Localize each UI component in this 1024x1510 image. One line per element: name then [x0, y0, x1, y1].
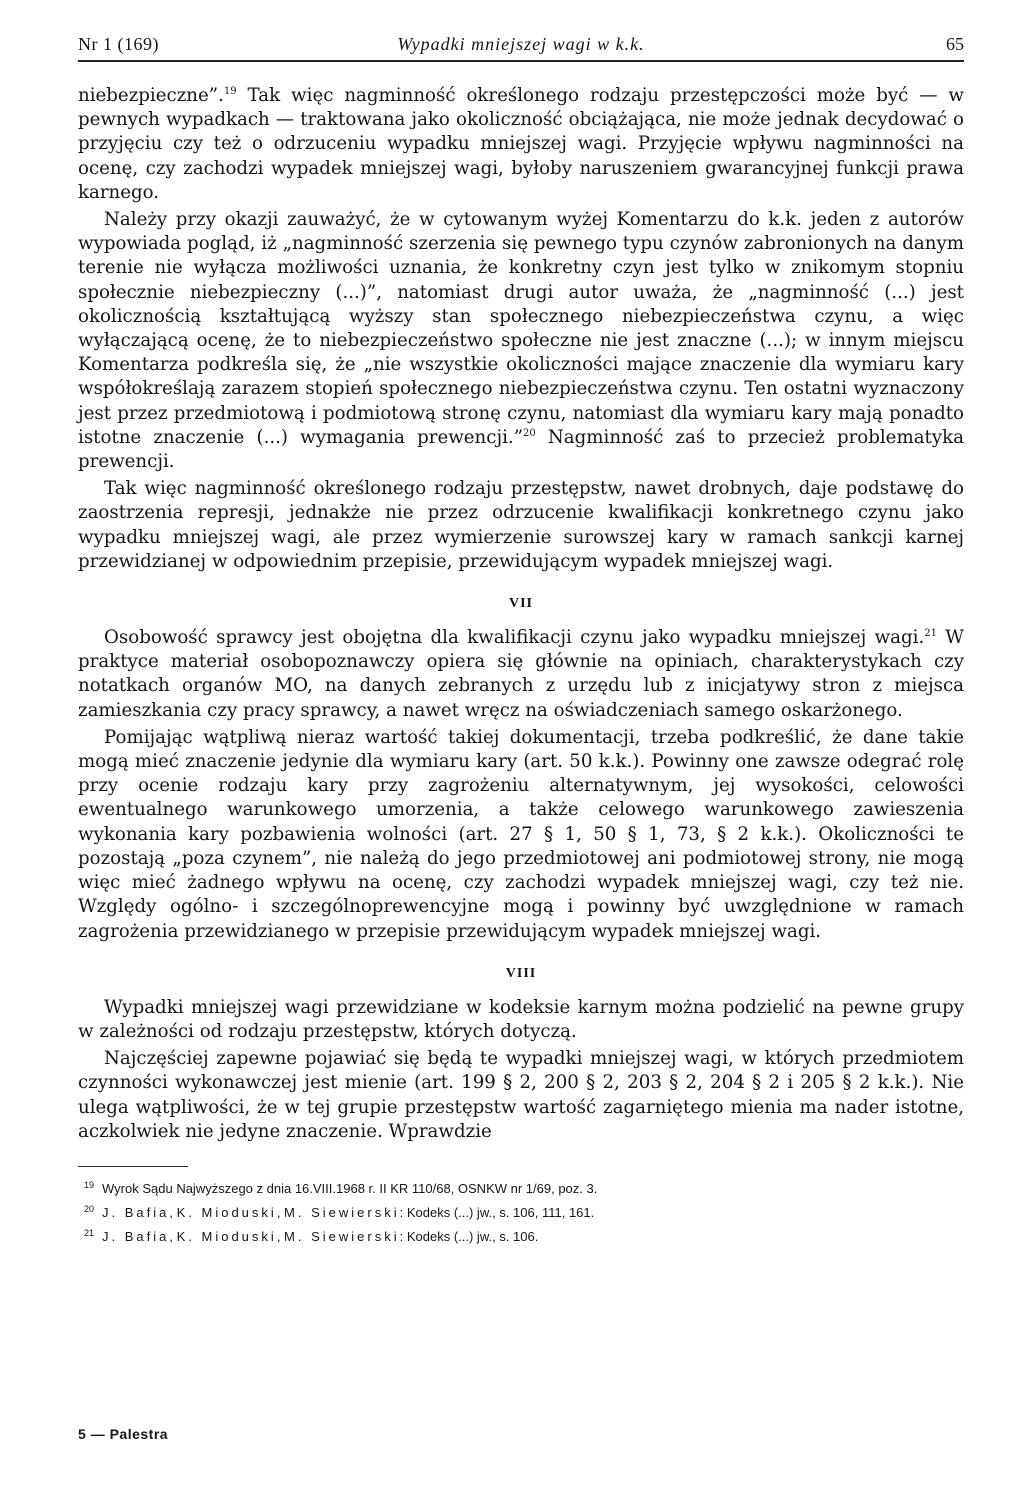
- footnote-marker: 20: [523, 427, 536, 439]
- section-heading-vii: VII: [508, 596, 533, 612]
- text-run: Tak więc nagminność określonego rodzaju przestępczości może być — w pewnych wypadkach — traktowana jako okoliczność obciążająca, nie może jednak decydować o przyjęciu czy też o odrzuceniu wypadku mniejszej wagi. Przyjęcie wpływu nagminności na ocenę, czy zachodzi wypadek mniejszej wagi, byłoby naruszeniem gwarancyjnej funkcji prawa karnego.: [78, 85, 964, 203]
- footnote: [78, 1175, 964, 1199]
- footnote-author: M. Siewierski: [284, 1204, 400, 1220]
- footnote-number: 21: [84, 1227, 95, 1238]
- footnote-number: 19: [84, 1179, 95, 1190]
- footnote-text: : Kodeks (...) jw., s. 106.: [399, 1228, 539, 1244]
- paragraph: [78, 208, 964, 474]
- footnote-text: : Kodeks (...) jw., s. 106, 111, 161.: [399, 1204, 595, 1220]
- section-heading-viii: VIII: [505, 965, 537, 981]
- footnote: $^{21}$ J. Bafia, K. Mioduski, M. Siewierski: Kodeks (...) jw., s. 106.: [84, 1227, 539, 1244]
- text-run: Wypadki mniejszej wagi przewidziane w kodeksie karnym można podzielić na pewne grupy w zależności od rodzaju przestępstw, których dotyczą.: [78, 996, 964, 1042]
- footnote-marker: 19: [223, 86, 237, 97]
- page-footer-signature: 5 — Palestra: [78, 1426, 169, 1442]
- text-run: Osobowość sprawcy jest obojętna dla kwalifikacji czynu jako wypadku mniejszej wagi.: [104, 627, 925, 649]
- issue-number: Nr 1 (169): [78, 34, 159, 54]
- footnote-author: K. Mioduski: [176, 1228, 277, 1244]
- body-text: [78, 84, 964, 1144]
- text-run: W praktyce materiał osobopoznawczy opiera się głównie na opiniach, charakterystykach czy notatkach organów MO, na danych zebranych z urzędu lub z inicjatywy stron z miejsca zamieszkania czy pracy sprawcy, a nawet wręcz na oświadczeniach samego oskarżonego.: [78, 627, 964, 721]
- text-run: Nagminność zaś to przecież problematyka prewencji.: [78, 426, 964, 473]
- paragraph: [78, 477, 964, 574]
- footnote-rule: [78, 1166, 188, 1167]
- text-run: Najczęściej zapewne pojawiać się będą te wypadki mniejszej wagi, w których przedmiotem czynności wykonawczej jest mienie (art. 199 § 2, 200 § 2, 203 § 2, 204 § 2 i 205 § 2 k.k.). Nie ulega wątpliwości, że w tej grupie przestępstw wartość zagarniętego mienia ma nader istotne, aczkolwiek nie jedyne znaczenie. Wprawdzie: [78, 1048, 964, 1142]
- paragraph: [78, 84, 964, 205]
- footnote-author: J. Bafia: [102, 1228, 170, 1244]
- footnote-author: K. Mioduski: [176, 1204, 277, 1220]
- page-number: 65: [946, 34, 964, 54]
- footnote-author: J. Bafia: [102, 1204, 170, 1220]
- document-page: [78, 34, 964, 1247]
- text-run: Pomijając wątpliwą nieraz wartość takiej dokumentacji, trzeba podkreślić, że dane takie mogą mieć znaczenie jedynie dla wymiaru kary (art. 50 k.k.). Powinny one zawsze odegrać rolę przy ocenie rodzaju kary przy zagrożeniu alternatywnym, jej wysokości, celowości ewentualnego warunkowego umorzenia, a także celowego warunkowego zawieszenia wykonania kary pozbawienia wolności (art. 27 § 1, 50 § 1, 73, § 2 k.k.). Okoliczności te pozostają „poza czynem”, nie należą do jego przedmiotowej ani podmiotowej strony, nie mogą więc mieć żadnego wpływu na ocenę, czy zachodzi wypadek mniejszej wagi, czy też nie. Względy ogólno- i szczególnoprewencyjne mogą i powinny być uwzględnione w ramach zagrożenia przewidzianego w przepisie przewidującym wypadek mniejszej wagi.: [78, 726, 964, 942]
- paragraph: [78, 1047, 964, 1144]
- text-run: niebezpieczne”.: [78, 85, 224, 106]
- footnotes: [78, 1175, 964, 1247]
- footnote: $^{20}$ J. Bafia, K. Mioduski, M. Siewierski: Kodeks (...) jw., s. 106, 111, 161.: [84, 1203, 595, 1220]
- paragraph: [78, 726, 964, 944]
- header-rule: [78, 60, 964, 62]
- footnote-author: M. Siewierski: [284, 1228, 400, 1244]
- footnote-text: Wyrok Sądu Najwyższego z dnia 16.VIII.1968 r. II KR 110/68, OSNKW nr 1/69, poz. 3.: [102, 1180, 598, 1196]
- paragraph: [78, 626, 964, 723]
- running-title: Wypadki mniejszej wagi w k.k.: [397, 34, 645, 54]
- page-header: [78, 34, 964, 60]
- text-run: Tak więc nagminność określonego rodzaju przestępstw, nawet drobnych, daje podstawę do zaostrzenia represji, jednakże nie przez odrzucenie kwalifikacji konkretnego czynu jako wypadku mniejszej wagi, ale przez wymierzenie surowszej kary w ramach sankcji karnej przewidzianej w odpowiednim przepisie, przewidującym wypadek mniejszej wagi.: [78, 478, 964, 572]
- footnote-number: 20: [84, 1203, 95, 1214]
- footnote-marker: 21: [924, 628, 937, 640]
- text-run: Należy przy okazji zauważyć, że w cytowanym wyżej Komentarzu do k.k. jeden z autorów wypowiada pogląd, iż „nagminność szerzenia się pewnego typu czynów zabronionych na danym terenie nie wyłącza możliwości uznania, że konkretny czyn jest tylko w znikomym stopniu społecznie niebezpieczny (...)”, natomiast drugi autor uważa, że „nagminność (...) jest okolicznością kształtującą wyższy stan społecznego niebezpieczeństwa czynu, a więc wyłączającą ocenę, że to niebezpieczeństwo społeczne nie jest znaczne (...); w innym miejscu Komentarza podkreśla się, że „nie wszystkie okoliczności mające znaczenie dla wymiaru kary współokreślają zarazem stopień społecznego niebezpieczeństwa czynu. Ten ostatni wyznaczony jest przez przedmiotową i podmiotową stronę czynu, natomiast dla wymiaru kary mają ponadto istotne znaczenie (...) wymagania prewencji.”: [78, 209, 964, 448]
- paragraph: [78, 996, 964, 1044]
